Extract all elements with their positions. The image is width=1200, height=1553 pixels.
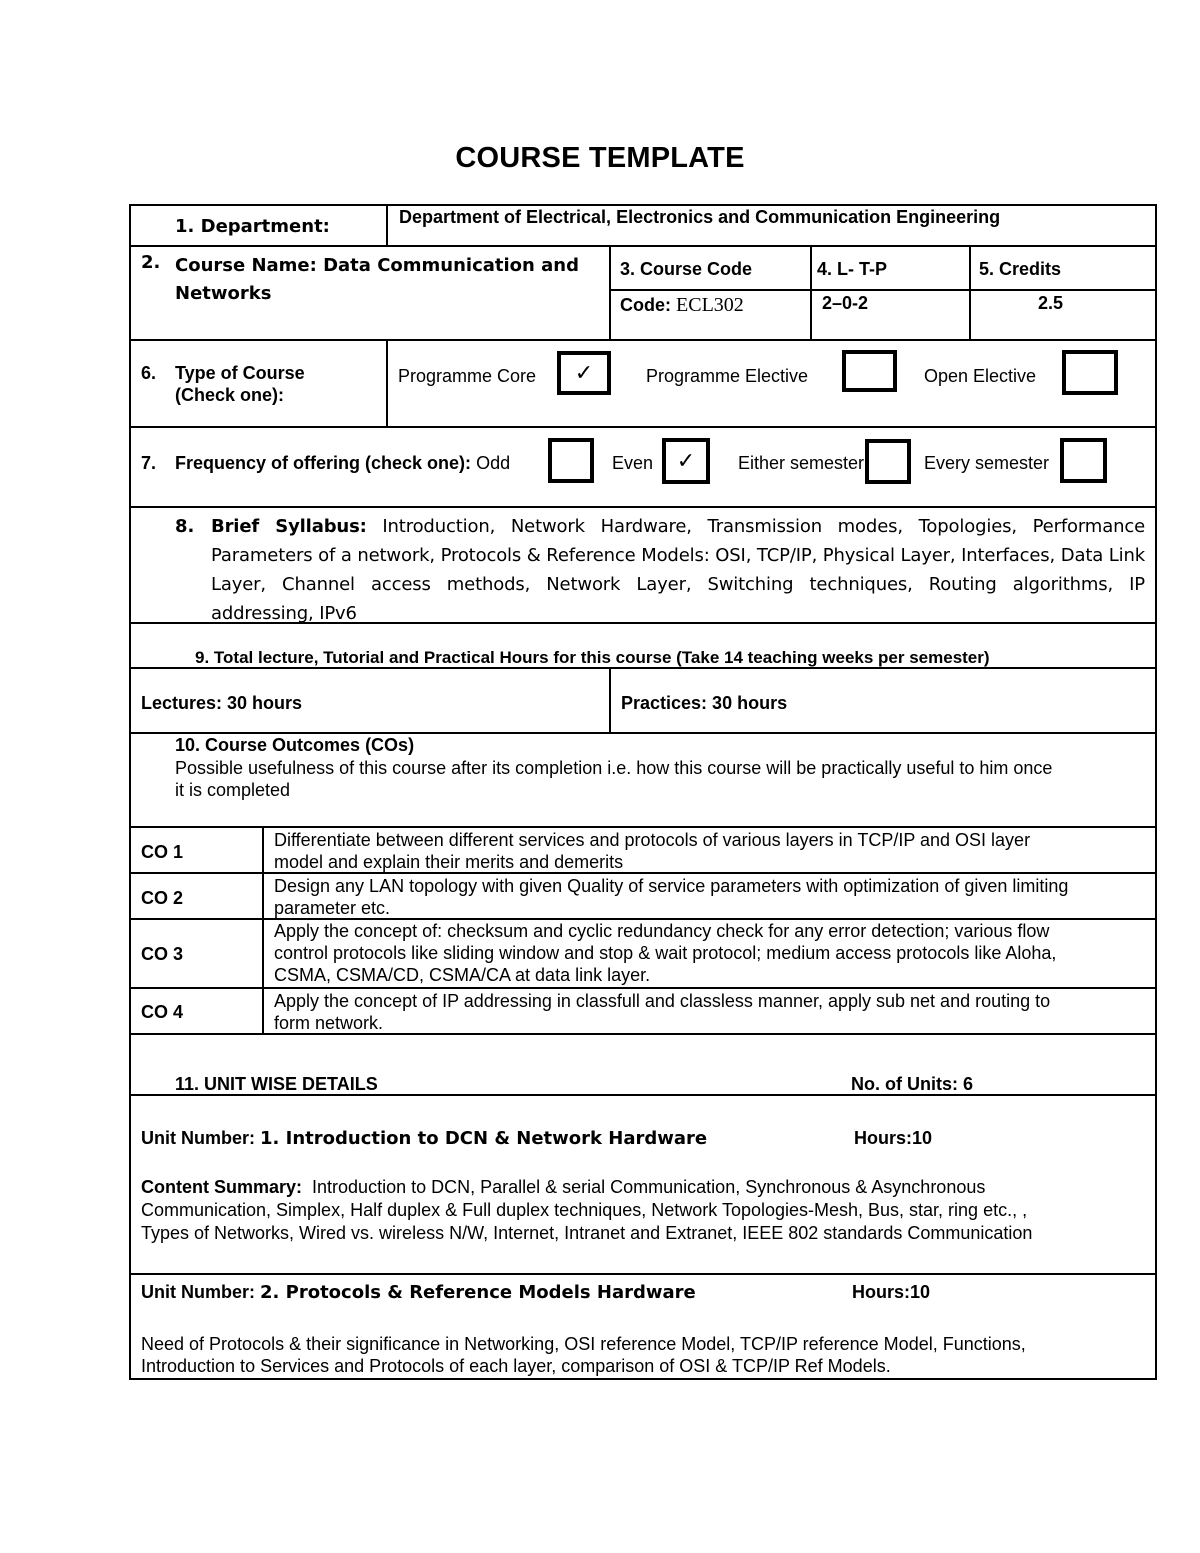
frequency-option-every-label: Every semester [924,453,1050,473]
co-id: CO 2 [141,888,184,908]
course-name-number: 2. [141,252,161,273]
co-line: Differentiate between different services and protocols of various layers in TCP/IP and OSI layer [274,830,1031,850]
syllabus-label: Brief Syllabus: [211,516,367,537]
unit-2-heading [141,1281,696,1304]
course-name-line1: Course Name: Data Communication and [175,255,579,276]
odd-checkbox[interactable] [548,438,594,483]
frequency-option-either-label: Either semester [738,453,865,473]
outcomes-desc-line1: Possible usefulness of this course after its completion i.e. how this course will be practically useful to him once [175,758,1053,778]
option-programme-core-label: Programme Core [398,366,537,386]
units-count: No. of Units: 6 [851,1074,973,1094]
course-name-line2: Networks [175,283,272,304]
co-line: Design any LAN topology with given Quality of service parameters with optimization of given limiting [274,876,1069,896]
unit-2-hours: Hours:10 [852,1282,931,1302]
credits-label: 5. Credits [979,259,1062,279]
option-open-elective-label: Open Elective [924,366,1037,386]
co-text [274,875,1068,919]
unit-1-hours: Hours:10 [854,1128,933,1148]
frequency-number: 7. [141,453,157,473]
course-code: ECL302 [676,294,744,316]
hours-heading: 9. Total lecture, Tutorial and Practical Hours for this course (Take 14 teaching weeks per semester) [195,648,990,667]
even-checkbox[interactable] [662,438,710,484]
unit-2-summary-line1: Need of Protocols & their significance in Networking, OSI reference Model, TCP/IP reference Model, Functions, [141,1334,1026,1354]
checkmark-icon: ✓ [676,448,696,473]
co-line: Apply the concept of IP addressing in classfull and classless manner, apply sub net and routing to [274,991,1051,1011]
co-text [274,829,1030,873]
open-elective-checkbox[interactable] [1062,350,1118,395]
course-code-prefix: Code: [620,295,671,315]
co-line: parameter etc. [274,898,391,918]
co-id: CO 1 [141,842,184,862]
outcomes-desc-line2: it is completed [175,780,291,800]
type-of-course-label [175,362,305,406]
type-of-course-line1: Type of Course [175,363,305,383]
syllabus-number: 8. [175,516,195,537]
course-code-value [620,294,744,316]
unit-label: Unit Number: [141,1282,255,1302]
units-heading: 11. UNIT WISE DETAILS [175,1074,378,1094]
unit-1-heading [141,1127,707,1150]
lectures-hours: Lectures: 30 hours [141,693,303,713]
either-semester-checkbox[interactable] [865,439,911,484]
practices-hours: Practices: 30 hours [621,693,788,713]
unit-2-summary-line2: Introduction to Services and Protocols of each layer, comparison of OSI & TCP/IP Ref Models. [141,1356,891,1376]
department-label: 1. Department: [175,216,330,237]
course-name [175,252,579,308]
department-value: Department of Electrical, Electronics and Communication Engineering [399,207,1001,227]
unit-1-summary-line2: Communication, Simplex, Half duplex & Full duplex techniques, Network Topologies-Mesh, Bus, star, ring etc., , [141,1200,1028,1220]
option-programme-elective-label: Programme Elective [646,366,809,386]
syllabus-content: Introduction, Network Hardware, Transmission modes, Topologies, Performance Parameters of a network, Protocols & Reference Models: OSI, TCP/IP, Physical Layer, Interfaces, Data Link Layer, Channel access methods, Network Layer, Switching techniques, Routing algorithms, IP addressing, IPv6 [211,516,1145,624]
syllabus-text [211,512,1145,628]
ltp-value: 2–0-2 [822,293,869,313]
frequency-option-odd-label: Odd [476,453,511,473]
programme-core-checkbox[interactable] [557,351,611,395]
co-id: CO 3 [141,944,184,964]
credits-value: 2.5 [1038,293,1064,313]
outcomes-heading: 10. Course Outcomes (COs) [175,735,415,755]
frequency-option-even-label: Even [612,453,654,473]
frequency-label: Frequency of offering (check one): [175,453,472,473]
content-summary-label: Content Summary: [141,1177,303,1197]
co-line: form network. [274,1013,384,1033]
every-semester-checkbox[interactable] [1060,438,1107,483]
type-of-course-number: 6. [141,363,157,383]
course-code-label: 3. Course Code [620,259,753,279]
summary-text: Introduction to DCN, Parallel & serial Communication, Synchronous & Asynchronous [312,1177,986,1197]
co-line: control protocols like sliding window and stop & wait protocol; medium access protocols like Aloha, [274,943,1057,963]
type-of-course-line2: (Check one): [175,385,285,405]
co-id: CO 4 [141,1002,184,1022]
co-text [274,990,1050,1034]
course-table [129,204,1157,1380]
unit-title: 1. Introduction to DCN & Network Hardware [260,1128,708,1149]
unit-title: 2. Protocols & Reference Models Hardware [260,1282,696,1303]
co-text [274,920,1056,986]
unit-1-summary-line3: Types of Networks, Wired vs. wireless N/W, Internet, Intranet and Extranet, IEEE 802 standards Communication [141,1223,1033,1243]
page-title: COURSE TEMPLATE [455,142,745,174]
checkmark-icon: ✓ [574,360,594,385]
programme-elective-checkbox[interactable] [842,350,897,392]
unit-1-summary-line1 [141,1176,985,1198]
co-line: Apply the concept of: checksum and cyclic redundancy check for any error detection; various flow [274,921,1050,941]
ltp-label: 4. L- T-P [817,259,888,279]
frequency-line [175,452,510,474]
unit-label: Unit Number: [141,1128,255,1148]
co-line: CSMA, CSMA/CD, CSMA/CA at data link layer. [274,965,651,985]
co-line: model and explain their merits and demerits [274,852,624,872]
